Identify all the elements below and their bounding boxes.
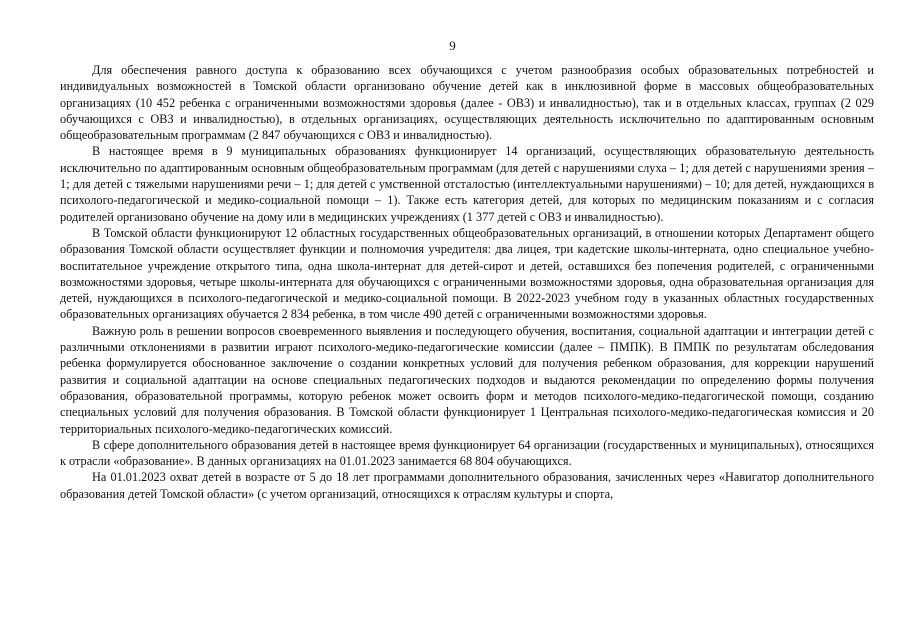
paragraph-adapted-programs: В настоящее время в 9 муниципальных образованиях функционирует 14 организаций, осуществляющих образовательную деятельность исключительно по адаптированным основным общеобразовательным программам (для детей с нарушениями слуха – 1; для детей с нарушениями зрения – 1; для детей с тяжелыми нарушениями речи – 1; для детей с умственной отсталостью (интеллектуальными нарушениями) – 10; для детей, нуждающихся в психолого-педагогической и медико-социальной помощи – 1). Также есть категория детей, для которых по медицинским показаниям и с согласия родителей организовано обучение на дому или в медицинских учреждениях (1 377 детей с ОВЗ и инвалидностью). (60, 144, 874, 224)
document-body (60, 62, 874, 502)
page-number: 9 (449, 38, 456, 53)
paragraph-coverage: На 01.01.2023 охват детей в возрасте от 5 до 18 лет программами дополнительного образования, зачисленных через «Навигатор дополнительного образования детей Томской области» (с учетом организаций, относящихся к отраслям культуры и спорта, (60, 470, 874, 501)
paragraph-pmpk: Важную роль в решении вопросов своевременного выявления и последующего обучения, воспитания, социальной адаптации и интеграции детей с различными отклонениями в развитии играют психолого-медико-педагогические комиссии (далее – ПМПК). В ПМПК по результатам обследования ребенка формулируется обоснованное заключение о создании конкретных условий для получения ребенком образования, для коррекции нарушений развития и социальной адаптации на основе специальных педагогических подходов и выдаются рекомендации по определению формы получения образования, образовательной программы, которую ребенок может освоить форм и методов психолого-медико-педагогической помощи, созданию специальных условий для получения образования. В Томской области функционирует 1 Центральная психолого-медико-педагогическая комиссия и 20 территориальных психолого-медико-педагогических комиссий. (60, 323, 874, 436)
paragraph-inclusive-education: Для обеспечения равного доступа к образованию всех обучающихся с учетом разнообразия особых образовательных потребностей и индивидуальных возможностей в Томской области организовано обучение детей как в инклюзивной форме в массовых общеобразовательных организациях (10 452 ребенка с ограниченными возможностями здоровья (далее - ОВЗ) и инвалидностью), так и в отдельных классах, группах (2 029 обучающихся с ОВЗ и инвалидностью), в отдельных организациях, осуществляющих деятельность исключительно по адаптированным основным общеобразовательным программам (2 847 обучающихся с ОВЗ и инвалидностью). (60, 63, 874, 143)
paragraph-regional-organizations: В Томской области функционируют 12 областных государственных общеобразовательных организаций, в отношении которых Департамент общего образования Томской области осуществляет функции и полномочия учредителя: два лицея, три кадетские школы-интерната, одно специальное учебно-воспитательное учреждение открытого типа, одна школа-интернат для детей-сирот и детей, оставшихся без попечения родителей, с ограниченными возможностями здоровья, четыре школы-интерната для обучающихся с ограниченными возможностями здоровья, одна образовательная организация для детей, нуждающихся в психолого-педагогической и медико-социальной помощи. В 2022-2023 учебном году в указанных областных государственных образовательных организациях обучается 2 834 ребенка, в том числе 490 детей с ограниченными возможностями здоровья. (60, 225, 874, 322)
paragraph-additional-education: В сфере дополнительного образования детей в настоящее время функционирует 64 организации (государственных и муниципальных), относящихся к отрасли «образование». В данных организациях на 01.01.2023 занимается 68 804 обучающихся. (60, 437, 874, 469)
